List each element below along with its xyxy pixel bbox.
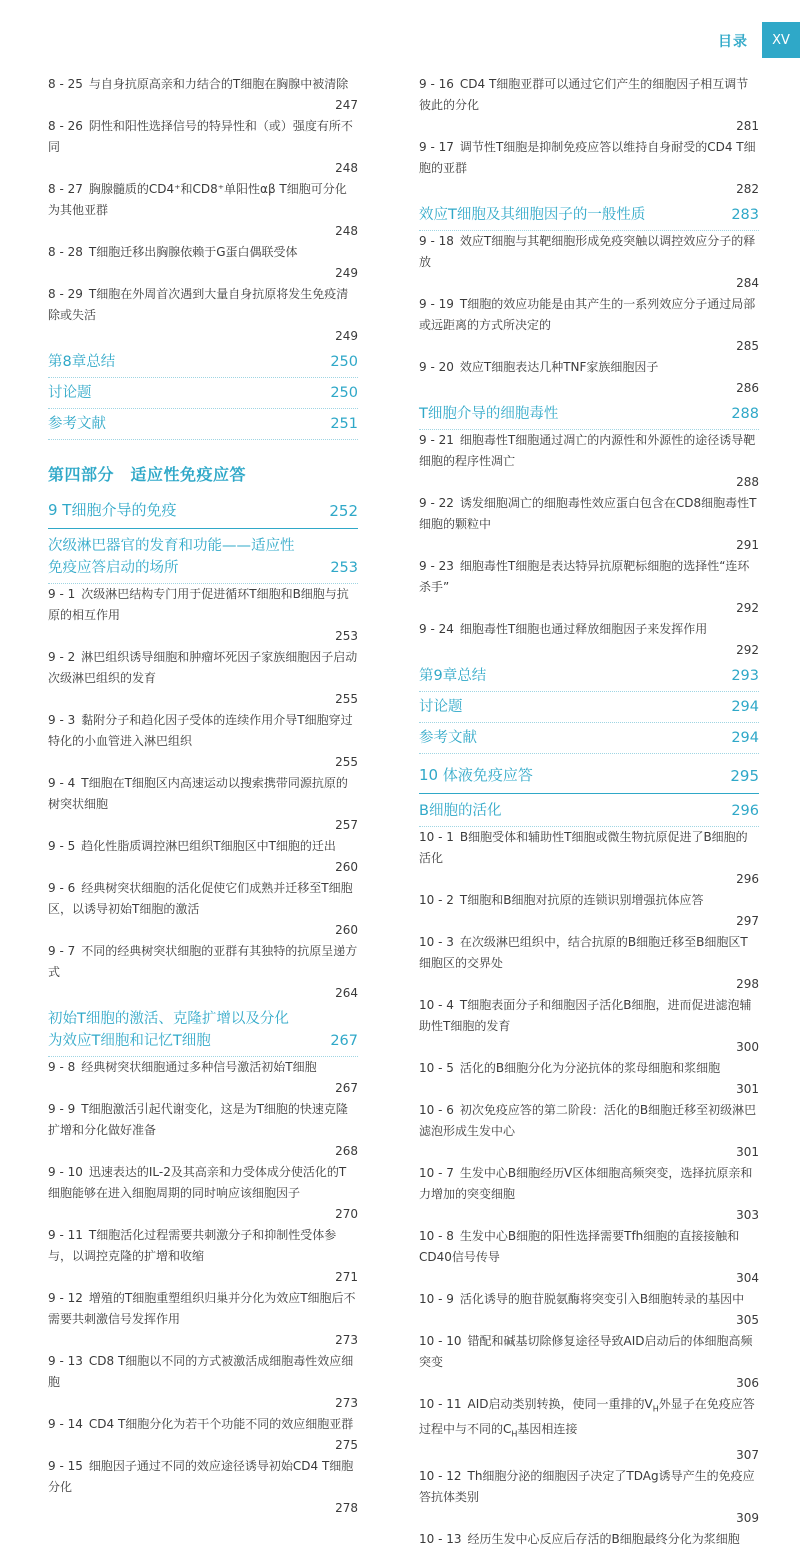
toc-entry-number: 8 - 27 xyxy=(48,182,83,196)
toc-entry-number: 10 - 12 xyxy=(419,1468,462,1483)
toc-entry-number: 9 - 1 xyxy=(48,587,76,601)
toc-section-heading[interactable] xyxy=(419,204,759,226)
toc-entry-page: 281 xyxy=(736,119,759,133)
toc-entry-title: 阴性和阳性选择信号的特异性和（或）强度有所不同 xyxy=(48,119,353,154)
heading-title: 第9章总结 xyxy=(419,668,487,684)
toc-entry[interactable] xyxy=(419,1529,759,1550)
toc-entry-page: 286 xyxy=(736,381,759,395)
toc-section-heading[interactable] xyxy=(419,403,759,425)
toc-entry[interactable] xyxy=(419,1058,759,1100)
toc-entry[interactable] xyxy=(419,430,759,493)
toc-entry[interactable] xyxy=(48,284,358,347)
toc-entry-number: 10 - 8 xyxy=(419,1229,454,1243)
toc-entry-title: 迅速表达的IL-2及其高亲和力受体成分使活化的T细胞能够在进入细胞周期的同时响应该细胞因子 xyxy=(48,1165,347,1200)
toc-entry-page: 300 xyxy=(736,1040,759,1054)
toc-entry-page: 292 xyxy=(736,601,759,615)
toc-entry-number: 9 - 7 xyxy=(48,944,76,958)
toc-entry[interactable] xyxy=(48,878,358,941)
toc-entry-page: 255 xyxy=(335,692,358,706)
toc-entry-title: 趋化性脂质调控淋巴组织T细胞区中T细胞的迁出 xyxy=(81,839,336,853)
toc-entry-number: 10 - 9 xyxy=(419,1292,454,1306)
toc-section-heading[interactable] xyxy=(419,800,759,822)
toc-entry[interactable] xyxy=(48,1057,358,1099)
toc-entry[interactable] xyxy=(48,1162,358,1225)
toc-left-column xyxy=(48,74,358,1519)
toc-entry[interactable] xyxy=(48,710,358,773)
heading-rule xyxy=(419,722,759,723)
toc-entry-title: T细胞和B细胞对抗原的连锁识别增强抗体应答 xyxy=(459,893,704,907)
toc-entry-title: 调节性T细胞是抑制免疫应答以维持自身耐受的CD4 T细胞的亚群 xyxy=(419,140,756,175)
toc-entry[interactable] xyxy=(419,231,759,294)
toc-entry[interactable] xyxy=(419,1100,759,1163)
heading-title: 初始T细胞的激活、克隆扩增以及分化为效应T细胞和记忆T细胞 xyxy=(48,1011,289,1049)
toc-entry[interactable] xyxy=(419,493,759,556)
toc-entry-title: T细胞活化过程需要共刺激分子和抑制性受体参与，以调控克隆的扩增和收缩 xyxy=(48,1228,337,1263)
toc-entry-number: 10 - 10 xyxy=(419,1334,462,1348)
toc-entry-page: 247 xyxy=(335,98,358,112)
toc-entry-page: 255 xyxy=(335,755,358,769)
toc-entry[interactable] xyxy=(419,619,759,661)
toc-entry-title: 经历生发中心反应后存活的B细胞最终分化为浆细胞 xyxy=(467,1531,740,1546)
toc-entry[interactable] xyxy=(419,1466,759,1529)
toc-entry-number: 9 - 23 xyxy=(419,559,454,573)
heading-page: 295 xyxy=(730,767,759,785)
toc-entry-title: 次级淋巴结构专门用于促进循环T细胞和B细胞与抗原的相互作用 xyxy=(48,587,349,622)
heading-page: 293 xyxy=(731,668,759,684)
toc-entry-title: 错配和碱基切除修复途径导致AID启动后的体细胞高频突变 xyxy=(419,1334,753,1369)
toc-entry-page: 264 xyxy=(335,986,358,1000)
toc-entry-title: T细胞的效应功能是由其产生的一系列效应分子通过局部或远距离的方式所决定的 xyxy=(419,297,756,332)
toc-entry[interactable] xyxy=(419,1226,759,1289)
heading-title: 效应T细胞及其细胞因子的一般性质 xyxy=(419,207,646,223)
toc-entry-number: 9 - 12 xyxy=(48,1291,83,1305)
toc-entry[interactable] xyxy=(48,773,358,836)
toc-entry-number: 9 - 11 xyxy=(48,1228,83,1242)
toc-entry-title: T细胞在T细胞区内高速运动以搜索携带同源抗原的树突状细胞 xyxy=(48,776,348,811)
toc-entry-number: 9 - 18 xyxy=(419,234,454,248)
toc-entry-page: 273 xyxy=(335,1396,358,1410)
toc-entry[interactable] xyxy=(48,836,358,878)
toc-entry[interactable] xyxy=(419,827,759,890)
toc-entry[interactable] xyxy=(419,357,759,399)
toc-entry-page: 307 xyxy=(736,1447,759,1462)
toc-entry-title: T细胞表面分子和细胞因子活化B细胞，进而促进滤泡辅助性T细胞的发育 xyxy=(419,998,752,1033)
heading-title: 参考文献 xyxy=(48,416,106,432)
toc-entry-number: 9 - 17 xyxy=(419,140,454,154)
toc-entry-number: 10 - 13 xyxy=(419,1531,462,1546)
toc-entry-title: 效应T细胞表达几种TNF家族细胞因子 xyxy=(459,360,659,374)
toc-entry-number: 10 - 11 xyxy=(419,1397,462,1411)
toc-entry-title: B细胞受体和辅助性T细胞或微生物抗原促进了B细胞的活化 xyxy=(419,830,748,865)
toc-entry-title: T细胞在外周首次遇到大量自身抗原将发生免疫清除或失活 xyxy=(48,287,349,322)
heading-page: 288 xyxy=(731,406,759,422)
toc-entry[interactable] xyxy=(48,1456,358,1519)
toc-entry-page: 248 xyxy=(335,161,358,175)
toc-entry[interactable] xyxy=(48,584,358,647)
page-number-tab: XV xyxy=(762,22,800,58)
heading-page: 252 xyxy=(329,502,358,520)
toc-entry[interactable] xyxy=(48,1288,358,1351)
heading-title: 9 T细胞介导的免疫 xyxy=(48,501,177,519)
toc-entry-title: 细胞毒性T细胞也通过释放细胞因子来发挥作用 xyxy=(459,622,708,636)
heading-page: 253 xyxy=(330,560,358,576)
toc-section-heading[interactable] xyxy=(48,382,358,404)
toc-entry-page: 303 xyxy=(736,1208,759,1222)
toc-part-heading: 第四部分 适应性免疫应答 xyxy=(48,465,247,484)
toc-right-column xyxy=(419,74,759,1550)
toc-entry-number: 9 - 13 xyxy=(48,1354,83,1368)
toc-section-heading[interactable] xyxy=(48,535,358,579)
toc-entry-title: 细胞毒性T细胞通过凋亡的内源性和外源性的途径诱导靶细胞的程序性凋亡 xyxy=(419,433,756,468)
toc-entry-title: CD8 T细胞以不同的方式被激活成细胞毒性效应细胞 xyxy=(48,1354,354,1389)
toc-entry-title: CD4 T细胞亚群可以通过它们产生的细胞因子相互调节彼此的分化 xyxy=(419,77,749,112)
toc-entry-page: 282 xyxy=(736,182,759,196)
toc-entry[interactable] xyxy=(419,1331,759,1394)
heading-page: 294 xyxy=(731,699,759,715)
toc-entry[interactable] xyxy=(419,294,759,357)
toc-section-heading[interactable] xyxy=(48,413,358,435)
toc-entry-title: 增殖的T细胞重塑组织归巢并分化为效应T细胞后不需要共刺激信号发挥作用 xyxy=(48,1291,356,1326)
toc-entry[interactable] xyxy=(419,1394,759,1466)
toc-section-heading[interactable] xyxy=(419,727,759,749)
heading-rule xyxy=(48,528,358,529)
toc-entry-page: 292 xyxy=(736,643,759,657)
heading-page: 283 xyxy=(731,207,759,223)
toc-entry-page: 296 xyxy=(736,872,759,886)
toc-entry-page: 260 xyxy=(335,860,358,874)
heading-rule xyxy=(48,408,358,409)
toc-entry-number: 9 - 16 xyxy=(419,77,454,91)
toc-entry-page: 298 xyxy=(736,977,759,991)
toc-entry-number: 9 - 8 xyxy=(48,1060,76,1074)
toc-entry[interactable] xyxy=(48,1225,358,1288)
toc-entry-page: 270 xyxy=(335,1207,358,1221)
heading-title: 次级淋巴器官的发育和功能——适应性免疫应答启动的场所 xyxy=(48,538,295,576)
toc-entry-title: 在次级淋巴组织中，结合抗原的B细胞迁移至B细胞区T细胞区的交界处 xyxy=(419,935,748,970)
toc-entry-title: 活化诱导的胞苷脱氨酶将突变引入B细胞转录的基因中 xyxy=(459,1292,745,1306)
toc-entry-title: 效应T细胞与其靶细胞形成免疫突触以调控效应分子的释放 xyxy=(419,234,756,269)
toc-entry-number: 8 - 29 xyxy=(48,287,83,301)
toc-entry-title: T细胞迁移出胸腺依赖于G蛋白偶联受体 xyxy=(88,245,298,259)
heading-rule xyxy=(48,377,358,378)
toc-entry-page: 278 xyxy=(335,1501,358,1515)
toc-entry-page: 253 xyxy=(335,629,358,643)
toc-entry[interactable] xyxy=(48,941,358,1004)
toc-entry-number: 9 - 15 xyxy=(48,1459,83,1473)
toc-entry-title: 淋巴组织诱导细胞和肿瘤坏死因子家族细胞因子启动次级淋巴组织的发育 xyxy=(48,650,358,685)
toc-entry-page: 273 xyxy=(335,1333,358,1347)
toc-entry-number: 9 - 21 xyxy=(419,433,454,447)
toc-section-heading[interactable] xyxy=(48,351,358,373)
toc-entry-number: 9 - 19 xyxy=(419,297,454,311)
toc-entry-page: 249 xyxy=(335,266,358,280)
heading-rule xyxy=(419,753,759,754)
toc-entry[interactable] xyxy=(419,74,759,137)
toc-entry-title: Th细胞分泌的细胞因子决定了TDAg诱导产生的免疫应答抗体类别 xyxy=(419,1468,755,1504)
toc-entry-page: 275 xyxy=(335,1438,358,1452)
toc-entry-title: 生发中心B细胞的阳性选择需要Tfh细胞的直接接触和CD40信号传导 xyxy=(419,1229,740,1264)
toc-entry-number: 10 - 4 xyxy=(419,998,454,1012)
toc-entry-page: 305 xyxy=(736,1313,759,1327)
toc-entry-number: 9 - 14 xyxy=(48,1417,83,1431)
toc-entry-title: 经典树突状细胞的活化促使它们成熟并迁移至T细胞区，以诱导初始T细胞的激活 xyxy=(48,881,353,916)
toc-entry-number: 9 - 4 xyxy=(48,776,76,790)
toc-entry-page: 301 xyxy=(736,1145,759,1159)
toc-entry[interactable] xyxy=(48,179,358,242)
toc-entry-number: 9 - 24 xyxy=(419,622,454,636)
toc-entry-title: 胸腺髓质的CD4⁺和CD8⁺单阳性αβ T细胞可分化为其他亚群 xyxy=(48,182,347,217)
heading-title: 参考文献 xyxy=(419,730,477,746)
toc-entry-title: 初次免疫应答的第二阶段：活化的B细胞迁移至初级淋巴滤泡形成生发中心 xyxy=(419,1103,757,1138)
toc-entry-title: 不同的经典树突状细胞的亚群有其独特的抗原呈递方式 xyxy=(48,944,358,979)
toc-entry-page: 285 xyxy=(736,339,759,353)
heading-title: 第8章总结 xyxy=(48,354,116,370)
toc-entry-page: 301 xyxy=(736,1082,759,1096)
toc-entry-title: CD4 T细胞分化为若干个功能不同的效应细胞亚群 xyxy=(88,1417,354,1431)
toc-entry-page: 306 xyxy=(736,1376,759,1390)
toc-section-heading[interactable] xyxy=(419,665,759,687)
toc-entry-title: T细胞激活引起代谢变化，这是为T细胞的快速克隆扩增和分化做好准备 xyxy=(48,1102,348,1137)
toc-entry[interactable] xyxy=(419,556,759,619)
toc-entry-title: 细胞因子通过不同的效应途径诱导初始CD4 T细胞分化 xyxy=(48,1459,354,1494)
toc-entry-number: 8 - 25 xyxy=(48,77,83,91)
toc-entry-number: 10 - 1 xyxy=(419,830,454,844)
toc-entry-number: 10 - 5 xyxy=(419,1061,454,1075)
heading-page: 296 xyxy=(731,803,759,819)
heading-page: 267 xyxy=(330,1033,358,1049)
toc-entry-number: 9 - 22 xyxy=(419,496,454,510)
toc-entry[interactable] xyxy=(48,116,358,179)
toc-entry[interactable] xyxy=(419,1289,759,1331)
toc-entry-page: 284 xyxy=(736,276,759,290)
toc-entry-number: 10 - 2 xyxy=(419,893,454,907)
toc-entry-number: 9 - 2 xyxy=(48,650,76,664)
toc-entry-number: 9 - 5 xyxy=(48,839,76,853)
toc-entry[interactable] xyxy=(419,932,759,995)
heading-page: 250 xyxy=(330,354,358,370)
toc-entry-page: 268 xyxy=(335,1144,358,1158)
toc-chapter-heading[interactable] xyxy=(48,499,358,520)
toc-section-heading[interactable] xyxy=(419,696,759,718)
toc-entry-title: 诱发细胞凋亡的细胞毒性效应蛋白包含在CD8细胞毒性T细胞的颗粒中 xyxy=(419,496,757,531)
toc-entry[interactable] xyxy=(48,1351,358,1414)
toc-entry-number: 8 - 28 xyxy=(48,245,83,259)
toc-entry-title: 经典树突状细胞通过多种信号激活初始T细胞 xyxy=(81,1060,317,1074)
toc-entry-number: 8 - 26 xyxy=(48,119,83,133)
toc-entry-title: 黏附分子和趋化因子受体的连续作用介导T细胞穿过特化的小血管进入淋巴组织 xyxy=(48,713,353,748)
toc-entry[interactable] xyxy=(48,647,358,710)
toc-entry-number: 10 - 6 xyxy=(419,1103,454,1117)
heading-page: 250 xyxy=(330,385,358,401)
toc-entry-number: 10 - 3 xyxy=(419,935,454,949)
toc-entry-number: 9 - 6 xyxy=(48,881,76,895)
toc-entry-page: 271 xyxy=(335,1270,358,1284)
heading-title: B细胞的活化 xyxy=(419,803,502,819)
heading-title: 10 体液免疫应答 xyxy=(419,766,533,784)
toc-entry-page: 260 xyxy=(335,923,358,937)
toc-entry-title: 与自身抗原高亲和力结合的T细胞在胸腺中被清除 xyxy=(88,77,349,91)
toc-entry[interactable] xyxy=(419,890,759,932)
toc-entry-number: 10 - 7 xyxy=(419,1166,454,1180)
toc-entry-number: 9 - 20 xyxy=(419,360,454,374)
heading-rule xyxy=(419,691,759,692)
toc-entry[interactable] xyxy=(48,1099,358,1162)
toc-entry[interactable] xyxy=(48,74,358,116)
header-section-label: 目录 xyxy=(718,34,748,50)
toc-entry-page: 297 xyxy=(736,914,759,928)
toc-entry[interactable] xyxy=(419,137,759,200)
toc-entry-number: 9 - 3 xyxy=(48,713,76,727)
toc-entry-page: 249 xyxy=(335,329,358,343)
toc-section-heading[interactable] xyxy=(48,1008,358,1052)
toc-entry-title: AID启动类别转换，使同一重排的$V_H$外显子在免疫应答过程中与不同的$C_H$基因相连接 xyxy=(419,1397,755,1439)
toc-entry-page: 267 xyxy=(335,1081,358,1095)
toc-chapter-heading[interactable] xyxy=(419,764,759,785)
heading-title: 讨论题 xyxy=(419,699,463,715)
toc-entry[interactable] xyxy=(48,242,358,284)
toc-entry[interactable] xyxy=(419,995,759,1058)
toc-entry[interactable] xyxy=(48,1414,358,1456)
toc-entry-page: 309 xyxy=(736,1510,759,1525)
toc-entry-title: 细胞毒性T细胞是表达特异抗原靶标细胞的选择性“连环杀手” xyxy=(419,559,750,594)
heading-page: 294 xyxy=(731,730,759,746)
toc-entry-number: 9 - 9 xyxy=(48,1102,76,1116)
heading-page: 251 xyxy=(330,416,358,432)
toc-entry[interactable] xyxy=(419,1163,759,1226)
heading-title: 讨论题 xyxy=(48,385,92,401)
heading-title: T细胞介导的细胞毒性 xyxy=(419,406,559,422)
toc-entry-page: 304 xyxy=(736,1271,759,1285)
toc-entry-page: 257 xyxy=(335,818,358,832)
toc-entry-page: 288 xyxy=(736,475,759,489)
heading-rule xyxy=(48,439,358,440)
toc-entry-page: 248 xyxy=(335,224,358,238)
toc-entry-title: 生发中心B细胞经历V区体细胞高频突变，选择抗原亲和力增加的突变细胞 xyxy=(419,1166,753,1201)
heading-rule xyxy=(419,793,759,794)
toc-entry-number: 9 - 10 xyxy=(48,1165,83,1179)
toc-entry-page: 291 xyxy=(736,538,759,552)
toc-entry-title: 活化的B细胞分化为分泌抗体的浆母细胞和浆细胞 xyxy=(459,1061,721,1075)
